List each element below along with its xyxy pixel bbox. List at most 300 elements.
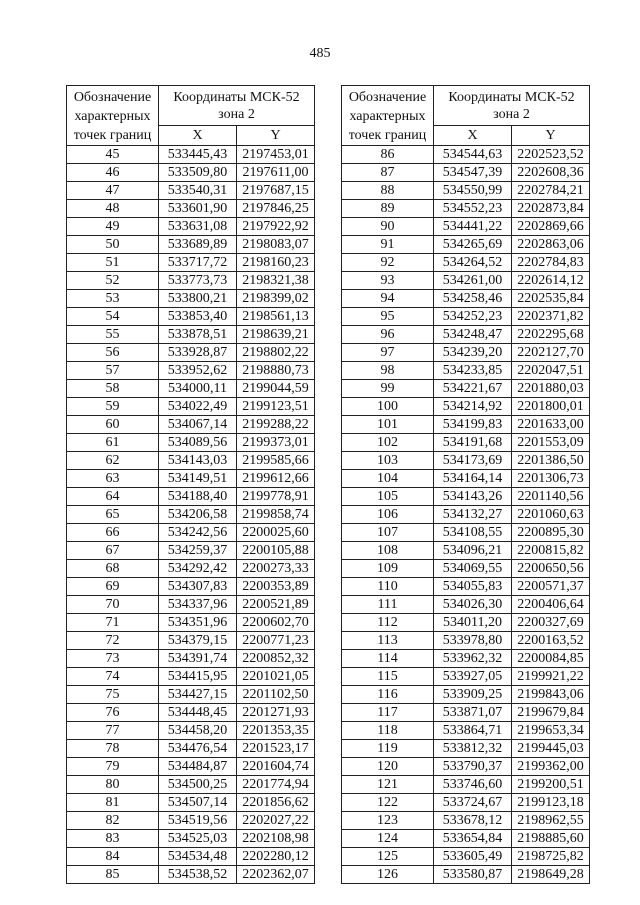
x-coordinate-cell: 533853,40 [159,308,237,326]
table-row [67,254,315,272]
point-number-cell: 57 [67,362,159,380]
point-number-cell: 116 [342,686,434,704]
table-row [342,776,590,794]
y-coordinate-cell: 2198885,60 [512,830,590,848]
y-coordinate-cell: 2200815,82 [512,542,590,560]
point-number-cell: 71 [67,614,159,632]
x-coordinate-cell: 534534,48 [159,848,237,866]
point-number-cell: 102 [342,434,434,452]
point-number-cell: 117 [342,704,434,722]
point-number-cell: 119 [342,740,434,758]
y-coordinate-cell: 2202127,70 [512,344,590,362]
point-number-cell: 81 [67,794,159,812]
y-coordinate-cell: 2198561,13 [237,308,315,326]
y-coordinate-cell: 2200602,70 [237,614,315,632]
y-coordinate-cell: 2200273,33 [237,560,315,578]
point-number-cell: 78 [67,740,159,758]
table-row [342,614,590,632]
y-coordinate-cell: 2200105,88 [237,542,315,560]
y-coordinate-cell: 2201774,94 [237,776,315,794]
y-coordinate-cell: 2202869,66 [512,218,590,236]
x-coordinate-cell: 534173,69 [434,452,512,470]
x-coordinate-cell: 534069,55 [434,560,512,578]
table-row [67,812,315,830]
x-coordinate-cell: 533952,62 [159,362,237,380]
point-number-cell: 92 [342,254,434,272]
table-row [67,362,315,380]
point-number-cell: 53 [67,290,159,308]
y-coordinate-cell: 2200163,52 [512,632,590,650]
y-coordinate-cell: 2198321,38 [237,272,315,290]
page-number: 485 [309,46,331,61]
x-coordinate-cell: 533773,73 [159,272,237,290]
table-row [342,722,590,740]
x-coordinate-cell: 533871,07 [434,704,512,722]
point-number-cell: 104 [342,470,434,488]
table-row [342,254,590,272]
y-coordinate-cell: 2201353,35 [237,722,315,740]
point-number-cell: 94 [342,290,434,308]
designation-header [67,86,159,146]
x-coordinate-cell: 534214,92 [434,398,512,416]
designation-header-line: характерных [349,109,426,124]
point-number-cell: 122 [342,794,434,812]
table-row [67,560,315,578]
x-coordinate-cell: 534000,11 [159,380,237,398]
designation-header-line: Обозначение [348,90,427,105]
point-number-cell: 59 [67,398,159,416]
x-column-header: X [434,126,512,146]
designation-header-line: точек границ [348,128,427,143]
table-row [67,290,315,308]
y-coordinate-cell: 2201633,00 [512,416,590,434]
x-coordinate-cell: 534307,83 [159,578,237,596]
x-coordinate-cell: 533790,37 [434,758,512,776]
x-coordinate-cell: 533445,43 [159,146,237,164]
y-coordinate-cell: 2200327,69 [512,614,590,632]
y-coordinate-cell: 2197687,15 [237,182,315,200]
table-row [342,794,590,812]
point-number-cell: 64 [67,488,159,506]
table-row [67,236,315,254]
x-coordinate-cell: 533509,80 [159,164,237,182]
y-coordinate-cell: 2199044,59 [237,380,315,398]
y-coordinate-cell: 2201856,62 [237,794,315,812]
point-number-cell: 107 [342,524,434,542]
table-row [342,830,590,848]
x-coordinate-cell: 534507,14 [159,794,237,812]
y-coordinate-cell: 2202362,07 [237,866,315,884]
table-row [67,848,315,866]
table-row [342,236,590,254]
point-number-cell: 60 [67,416,159,434]
x-coordinate-cell: 534458,20 [159,722,237,740]
table-row [342,704,590,722]
y-coordinate-cell: 2198083,07 [237,236,315,254]
point-number-cell: 85 [67,866,159,884]
point-number-cell: 96 [342,326,434,344]
table-row [67,182,315,200]
x-coordinate-cell: 533928,87 [159,344,237,362]
coordinates-header [434,86,590,126]
y-coordinate-cell: 2202108,98 [237,830,315,848]
x-coordinate-cell: 534221,67 [434,380,512,398]
y-coordinate-cell: 2201060,63 [512,506,590,524]
y-coordinate-cell: 2202280,12 [237,848,315,866]
table-row [342,542,590,560]
point-number-cell: 54 [67,308,159,326]
point-number-cell: 86 [342,146,434,164]
table-row [67,650,315,668]
x-coordinate-cell: 534259,37 [159,542,237,560]
table-row [67,200,315,218]
x-coordinate-cell: 534258,46 [434,290,512,308]
point-number-cell: 50 [67,236,159,254]
x-coordinate-cell: 534525,03 [159,830,237,848]
coordinates-header-line: Координаты МСК-52 [448,89,575,105]
x-coordinate-cell: 534022,49 [159,398,237,416]
point-number-cell: 58 [67,380,159,398]
y-coordinate-cell: 2201523,17 [237,740,315,758]
table-row [342,416,590,434]
designation-header-line: Обозначение [73,90,152,105]
point-number-cell: 61 [67,434,159,452]
y-coordinate-cell: 2201800,01 [512,398,590,416]
table-body [342,146,590,884]
x-coordinate-cell: 534164,14 [434,470,512,488]
point-number-cell: 74 [67,668,159,686]
table-row [342,596,590,614]
point-number-cell: 46 [67,164,159,182]
x-coordinate-cell: 534096,21 [434,542,512,560]
y-coordinate-cell: 2198962,55 [512,812,590,830]
y-coordinate-cell: 2202873,84 [512,200,590,218]
table-row [67,794,315,812]
point-number-cell: 123 [342,812,434,830]
y-coordinate-cell: 2202295,68 [512,326,590,344]
y-coordinate-cell: 2200852,32 [237,650,315,668]
table-row [67,470,315,488]
point-number-cell: 52 [67,272,159,290]
point-number-cell: 69 [67,578,159,596]
y-coordinate-cell: 2199858,74 [237,506,315,524]
table-row [342,470,590,488]
point-number-cell: 93 [342,272,434,290]
point-number-cell: 113 [342,632,434,650]
point-number-cell: 115 [342,668,434,686]
y-coordinate-cell: 2198649,28 [512,866,590,884]
x-coordinate-cell: 534337,96 [159,596,237,614]
table-row [67,596,315,614]
table-row [342,434,590,452]
table-row [342,848,590,866]
y-coordinate-cell: 2198639,21 [237,326,315,344]
x-coordinate-cell: 534199,83 [434,416,512,434]
point-number-cell: 66 [67,524,159,542]
point-number-cell: 105 [342,488,434,506]
table-row [67,146,315,164]
x-coordinate-cell: 533540,31 [159,182,237,200]
y-coordinate-cell: 2199123,18 [512,794,590,812]
y-coordinate-cell: 2197453,01 [237,146,315,164]
point-number-cell: 109 [342,560,434,578]
point-number-cell: 111 [342,596,434,614]
x-coordinate-cell: 533878,51 [159,326,237,344]
point-number-cell: 106 [342,506,434,524]
point-number-cell: 67 [67,542,159,560]
x-coordinate-cell: 533909,25 [434,686,512,704]
y-coordinate-cell: 2198160,23 [237,254,315,272]
table-row [67,722,315,740]
table-row [342,290,590,308]
x-coordinate-cell: 534011,20 [434,614,512,632]
point-number-cell: 76 [67,704,159,722]
x-coordinate-cell: 534550,99 [434,182,512,200]
table-row [67,614,315,632]
point-number-cell: 62 [67,452,159,470]
point-number-cell: 90 [342,218,434,236]
table-row [67,830,315,848]
table-row [342,362,590,380]
table-row [342,308,590,326]
x-coordinate-cell: 533654,84 [434,830,512,848]
x-coordinate-cell: 533717,72 [159,254,237,272]
table-row [342,632,590,650]
x-coordinate-cell: 533601,90 [159,200,237,218]
y-coordinate-cell: 2199679,84 [512,704,590,722]
point-number-cell: 118 [342,722,434,740]
x-coordinate-cell: 534248,47 [434,326,512,344]
y-coordinate-cell: 2201880,03 [512,380,590,398]
y-coordinate-cell: 2202608,36 [512,164,590,182]
point-number-cell: 84 [67,848,159,866]
x-coordinate-cell: 534265,69 [434,236,512,254]
point-number-cell: 83 [67,830,159,848]
table-row [342,866,590,884]
table-row [342,740,590,758]
point-number-cell: 110 [342,578,434,596]
x-coordinate-cell: 534379,15 [159,632,237,650]
x-coordinate-cell: 534132,27 [434,506,512,524]
table-row [67,398,315,416]
table-header [342,86,590,146]
point-number-cell: 47 [67,182,159,200]
table-row [67,488,315,506]
point-number-cell: 51 [67,254,159,272]
x-coordinate-cell: 534143,26 [434,488,512,506]
x-coordinate-cell: 534108,55 [434,524,512,542]
point-number-cell: 49 [67,218,159,236]
y-coordinate-cell: 2200571,37 [512,578,590,596]
point-number-cell: 121 [342,776,434,794]
x-coordinate-cell: 534055,83 [434,578,512,596]
coordinates-table-right [341,85,590,884]
point-number-cell: 125 [342,848,434,866]
point-number-cell: 97 [342,344,434,362]
point-number-cell: 80 [67,776,159,794]
y-coordinate-cell: 2199843,06 [512,686,590,704]
table-row [67,380,315,398]
x-coordinate-cell: 534089,56 [159,434,237,452]
designation-header-line: точек границ [73,128,152,143]
y-coordinate-cell: 2201021,05 [237,668,315,686]
y-coordinate-cell: 2199612,66 [237,470,315,488]
designation-header-line: характерных [74,109,151,124]
point-number-cell: 100 [342,398,434,416]
point-number-cell: 65 [67,506,159,524]
point-number-cell: 63 [67,470,159,488]
y-coordinate-cell: 2202784,21 [512,182,590,200]
table-row [67,452,315,470]
y-coordinate-cell: 2197846,25 [237,200,315,218]
x-coordinate-cell: 534448,45 [159,704,237,722]
x-coordinate-cell: 534026,30 [434,596,512,614]
table-row [342,758,590,776]
x-coordinate-cell: 534143,03 [159,452,237,470]
table-row [342,668,590,686]
point-number-cell: 95 [342,308,434,326]
x-coordinate-cell: 533746,60 [434,776,512,794]
coordinates-header-line: зона 2 [218,106,255,122]
y-coordinate-cell: 2200084,85 [512,650,590,668]
point-number-cell: 73 [67,650,159,668]
x-coordinate-cell: 534242,56 [159,524,237,542]
y-coordinate-cell: 2200771,23 [237,632,315,650]
y-coordinate-cell: 2199445,03 [512,740,590,758]
point-number-cell: 48 [67,200,159,218]
table-row [342,812,590,830]
table-row [67,434,315,452]
x-coordinate-cell: 533678,12 [434,812,512,830]
table-row [342,560,590,578]
x-coordinate-cell: 534427,15 [159,686,237,704]
table-row [342,488,590,506]
x-coordinate-cell: 534544,63 [434,146,512,164]
designation-header [342,86,434,146]
x-coordinate-cell: 533605,49 [434,848,512,866]
table-row [342,686,590,704]
y-coordinate-cell: 2198802,22 [237,344,315,362]
y-coordinate-cell: 2201604,74 [237,758,315,776]
point-number-cell: 89 [342,200,434,218]
point-number-cell: 72 [67,632,159,650]
point-number-cell: 112 [342,614,434,632]
x-coordinate-cell: 534476,54 [159,740,237,758]
point-number-cell: 75 [67,686,159,704]
x-coordinate-cell: 534500,25 [159,776,237,794]
y-coordinate-cell: 2202784,83 [512,254,590,272]
x-coordinate-cell: 534239,20 [434,344,512,362]
table-row [67,326,315,344]
x-coordinate-cell: 534415,95 [159,668,237,686]
point-number-cell: 91 [342,236,434,254]
x-coordinate-cell: 534261,00 [434,272,512,290]
table-row [67,758,315,776]
y-coordinate-cell: 2199373,01 [237,434,315,452]
y-coordinate-cell: 2199778,91 [237,488,315,506]
point-number-cell: 114 [342,650,434,668]
x-coordinate-cell: 534351,96 [159,614,237,632]
y-coordinate-cell: 2202535,84 [512,290,590,308]
y-coordinate-cell: 2200895,30 [512,524,590,542]
point-number-cell: 126 [342,866,434,884]
point-number-cell: 55 [67,326,159,344]
y-coordinate-cell: 2199200,51 [512,776,590,794]
x-coordinate-cell: 534547,39 [434,164,512,182]
x-coordinate-cell: 534484,87 [159,758,237,776]
x-column-header: X [159,126,237,146]
y-coordinate-cell: 2197611,00 [237,164,315,182]
point-number-cell: 99 [342,380,434,398]
point-number-cell: 101 [342,416,434,434]
y-coordinate-cell: 2198399,02 [237,290,315,308]
point-number-cell: 124 [342,830,434,848]
table-row [342,146,590,164]
y-column-header: Y [512,126,590,146]
table-row [67,308,315,326]
point-number-cell: 45 [67,146,159,164]
x-coordinate-cell: 533864,71 [434,722,512,740]
x-coordinate-cell: 534233,85 [434,362,512,380]
table-row [342,578,590,596]
y-coordinate-cell: 2202863,06 [512,236,590,254]
point-number-cell: 87 [342,164,434,182]
table-row [67,524,315,542]
table-row [342,344,590,362]
y-coordinate-cell: 2199123,51 [237,398,315,416]
x-coordinate-cell: 534292,42 [159,560,237,578]
y-coordinate-cell: 2198725,82 [512,848,590,866]
x-coordinate-cell: 534188,40 [159,488,237,506]
coordinates-header-line: зона 2 [493,106,530,122]
point-number-cell: 79 [67,758,159,776]
table-row [342,524,590,542]
x-coordinate-cell: 534149,51 [159,470,237,488]
x-coordinate-cell: 534391,74 [159,650,237,668]
y-column-header: Y [237,126,315,146]
y-coordinate-cell: 2201306,73 [512,470,590,488]
y-coordinate-cell: 2202614,12 [512,272,590,290]
table-row [342,326,590,344]
point-number-cell: 56 [67,344,159,362]
table-row [67,542,315,560]
x-coordinate-cell: 533978,80 [434,632,512,650]
x-coordinate-cell: 534206,58 [159,506,237,524]
x-coordinate-cell: 533962,32 [434,650,512,668]
y-coordinate-cell: 2199585,66 [237,452,315,470]
y-coordinate-cell: 2202027,22 [237,812,315,830]
y-coordinate-cell: 2201140,56 [512,488,590,506]
x-coordinate-cell: 534191,68 [434,434,512,452]
table-row [342,398,590,416]
x-coordinate-cell: 533631,08 [159,218,237,236]
table-row [67,416,315,434]
point-number-cell: 120 [342,758,434,776]
x-coordinate-cell: 533927,05 [434,668,512,686]
point-number-cell: 82 [67,812,159,830]
table-row [342,452,590,470]
y-coordinate-cell: 2199921,22 [512,668,590,686]
y-coordinate-cell: 2201386,50 [512,452,590,470]
x-coordinate-cell: 534552,23 [434,200,512,218]
y-coordinate-cell: 2201102,50 [237,686,315,704]
point-number-cell: 98 [342,362,434,380]
table-row [67,668,315,686]
x-coordinate-cell: 534264,52 [434,254,512,272]
y-coordinate-cell: 2200025,60 [237,524,315,542]
y-coordinate-cell: 2200406,64 [512,596,590,614]
table-row [342,506,590,524]
